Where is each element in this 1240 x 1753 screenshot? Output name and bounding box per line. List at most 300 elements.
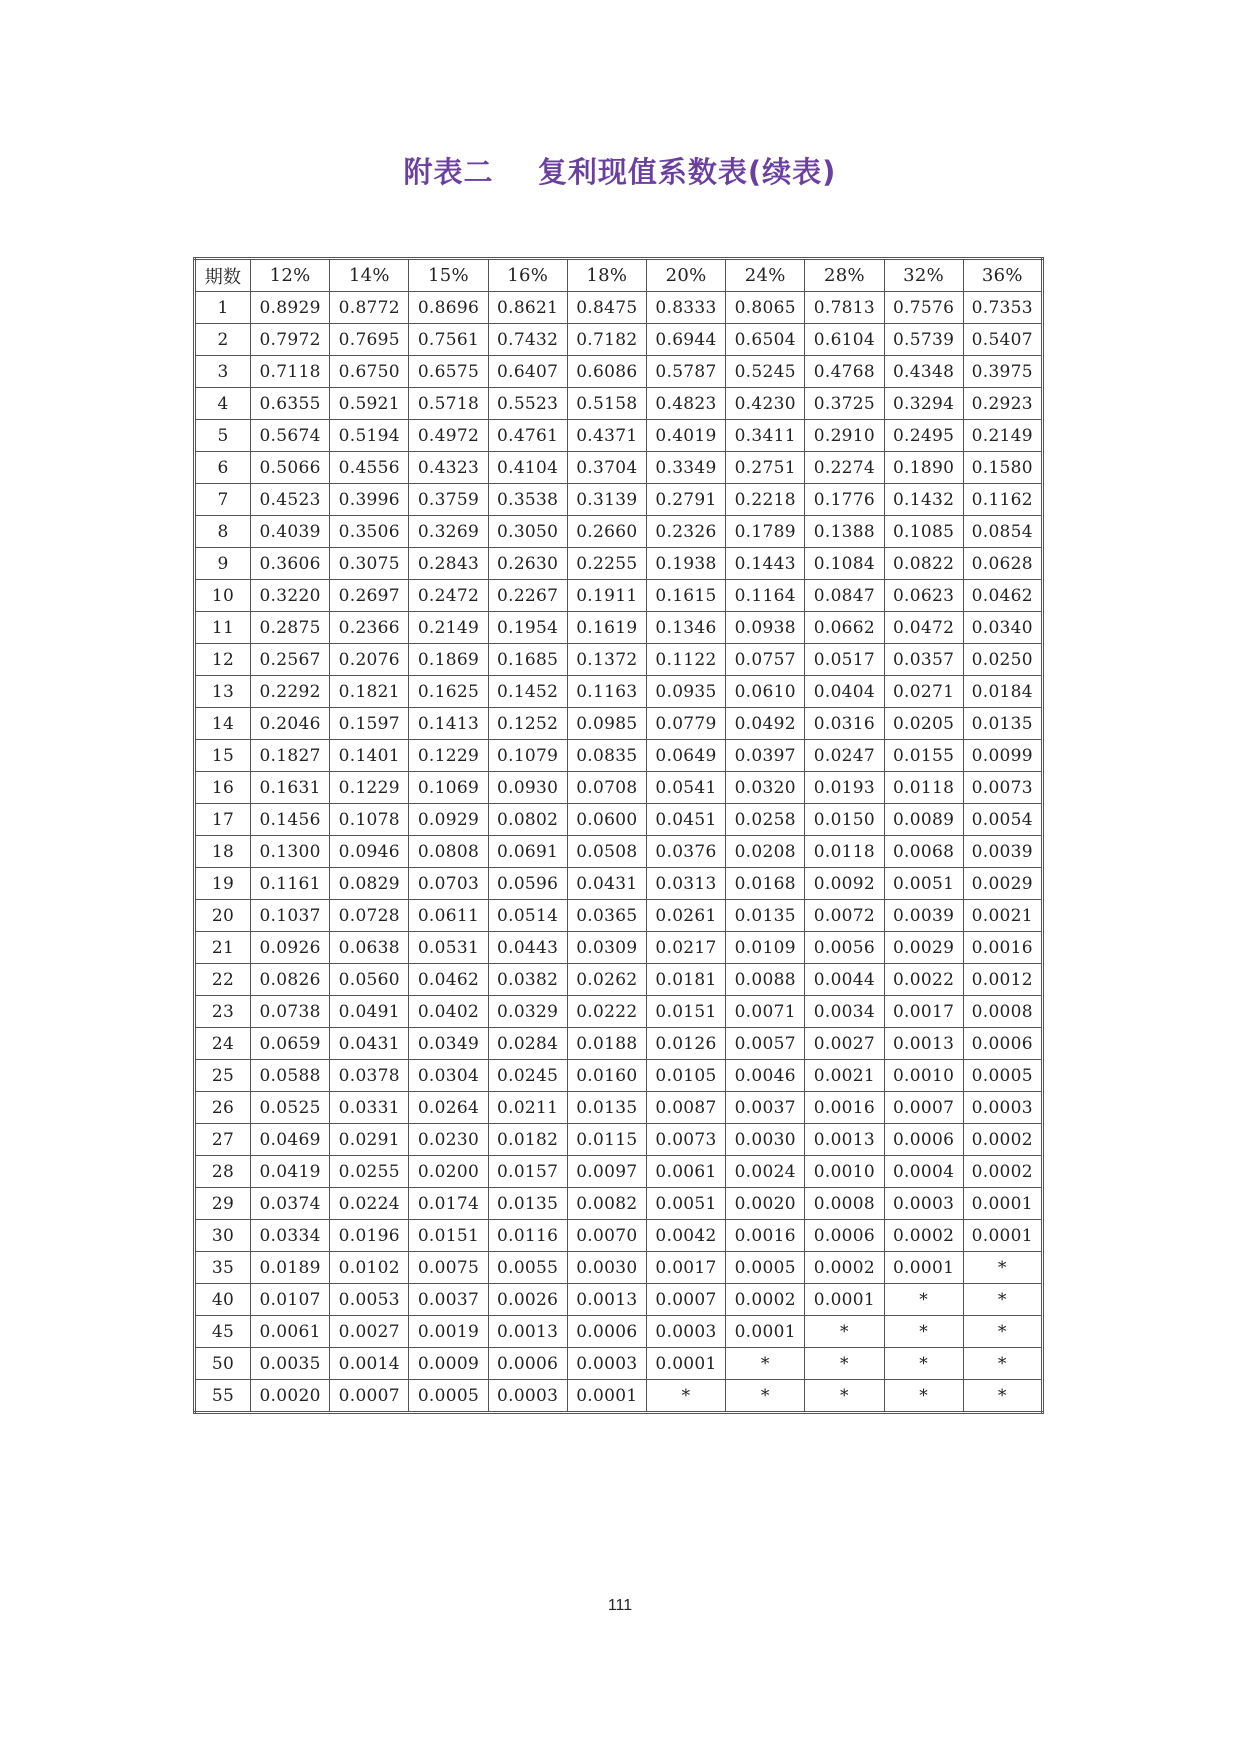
factor-cell: 0.4230 [726, 388, 805, 420]
table-row [195, 708, 1043, 740]
factor-cell: 0.5921 [330, 388, 409, 420]
factor-cell: 0.0005 [963, 1060, 1042, 1092]
table-row [195, 1060, 1043, 1092]
factor-cell: 0.3139 [567, 484, 646, 516]
factor-cell: 0.2292 [251, 676, 330, 708]
period-cell: 9 [195, 548, 251, 580]
table-row [195, 1220, 1043, 1252]
factor-cell: 0.1037 [251, 900, 330, 932]
factor-cell: 0.0189 [251, 1252, 330, 1284]
factor-cell: 0.3349 [646, 452, 725, 484]
factor-cell: 0.1069 [409, 772, 488, 804]
factor-cell: 0.0001 [646, 1348, 725, 1380]
table-row [195, 1380, 1043, 1413]
factor-cell: 0.1401 [330, 740, 409, 772]
table-row [195, 1188, 1043, 1220]
factor-cell: 0.3294 [884, 388, 963, 420]
table-row [195, 1028, 1043, 1060]
factor-cell: 0.0099 [963, 740, 1042, 772]
period-cell: 13 [195, 676, 251, 708]
table-row [195, 1348, 1043, 1380]
factor-cell: 0.1346 [646, 612, 725, 644]
factor-cell: 0.2751 [726, 452, 805, 484]
table-row [195, 1092, 1043, 1124]
period-cell: 35 [195, 1252, 251, 1284]
factor-cell: 0.0211 [488, 1092, 567, 1124]
factor-cell: 0.4348 [884, 356, 963, 388]
factor-cell: 0.4768 [805, 356, 884, 388]
factor-cell: 0.0174 [409, 1188, 488, 1220]
factor-cell: 0.1161 [251, 868, 330, 900]
factor-cell: 0.7432 [488, 324, 567, 356]
factor-cell: 0.3996 [330, 484, 409, 516]
factor-cell: 0.1164 [726, 580, 805, 612]
factor-cell: 0.5674 [251, 420, 330, 452]
factor-cell: 0.7118 [251, 356, 330, 388]
factor-cell: 0.0070 [567, 1220, 646, 1252]
factor-cell: 0.0005 [409, 1380, 488, 1413]
factor-cell: 0.0514 [488, 900, 567, 932]
factor-cell: 0.0985 [567, 708, 646, 740]
factor-cell: 0.5787 [646, 356, 725, 388]
table-row [195, 516, 1043, 548]
factor-cell: 0.0847 [805, 580, 884, 612]
factor-cell: 0.5718 [409, 388, 488, 420]
factor-cell: 0.8929 [251, 292, 330, 324]
factor-cell: 0.0073 [646, 1124, 725, 1156]
factor-cell: 0.0026 [488, 1284, 567, 1316]
factor-cell: 0.0135 [726, 900, 805, 932]
table-row [195, 1284, 1043, 1316]
factor-cell: 0.0826 [251, 964, 330, 996]
table-row [195, 548, 1043, 580]
factor-cell: 0.0230 [409, 1124, 488, 1156]
factor-cell: 0.0431 [330, 1028, 409, 1060]
factor-cell: 0.0151 [646, 996, 725, 1028]
header-rate: 14% [330, 259, 409, 292]
factor-cell: 0.1938 [646, 548, 725, 580]
factor-cell: 0.0118 [805, 836, 884, 868]
factor-cell: 0.0451 [646, 804, 725, 836]
period-cell: 5 [195, 420, 251, 452]
factor-cell: 0.0008 [963, 996, 1042, 1028]
factor-cell: 0.4323 [409, 452, 488, 484]
factor-cell: 0.5066 [251, 452, 330, 484]
factor-cell: 0.3411 [726, 420, 805, 452]
factor-cell: 0.0005 [726, 1252, 805, 1284]
period-cell: 3 [195, 356, 251, 388]
table-row [195, 772, 1043, 804]
period-cell: 45 [195, 1316, 251, 1348]
factor-cell: 0.2149 [963, 420, 1042, 452]
factor-cell: 0.2791 [646, 484, 725, 516]
factor-cell: 0.7695 [330, 324, 409, 356]
factor-cell: 0.6407 [488, 356, 567, 388]
factor-cell: 0.0365 [567, 900, 646, 932]
factor-cell: 0.0313 [646, 868, 725, 900]
factor-cell: 0.0320 [726, 772, 805, 804]
factor-cell: 0.1300 [251, 836, 330, 868]
factor-cell: 0.7182 [567, 324, 646, 356]
factor-cell: 0.0184 [963, 676, 1042, 708]
factor-cell: 0.0016 [726, 1220, 805, 1252]
factor-cell: 0.0469 [251, 1124, 330, 1156]
factor-cell: 0.0072 [805, 900, 884, 932]
factor-cell: 0.0035 [251, 1348, 330, 1380]
factor-cell: 0.0135 [963, 708, 1042, 740]
table-row [195, 612, 1043, 644]
factor-cell: 0.0560 [330, 964, 409, 996]
factor-cell: 0.0150 [805, 804, 884, 836]
factor-cell: 0.2267 [488, 580, 567, 612]
factor-cell: 0.0056 [805, 932, 884, 964]
factor-cell: 0.1078 [330, 804, 409, 836]
header-rate: 32% [884, 259, 963, 292]
factor-cell: 0.1954 [488, 612, 567, 644]
factor-cell: 0.3759 [409, 484, 488, 516]
factor-cell: 0.0938 [726, 612, 805, 644]
factor-cell: 0.0003 [567, 1348, 646, 1380]
header-rate: 36% [963, 259, 1042, 292]
factor-cell: 0.0738 [251, 996, 330, 1028]
factor-cell: 0.0006 [884, 1124, 963, 1156]
factor-cell: 0.0160 [567, 1060, 646, 1092]
factor-cell: 0.0020 [726, 1188, 805, 1220]
factor-cell: * [963, 1252, 1042, 1284]
factor-cell: 0.3050 [488, 516, 567, 548]
factor-cell: 0.0349 [409, 1028, 488, 1060]
period-cell: 50 [195, 1348, 251, 1380]
factor-cell: 0.1869 [409, 644, 488, 676]
factor-cell: 0.1776 [805, 484, 884, 516]
factor-cell: 0.0118 [884, 772, 963, 804]
factor-cell: 0.0217 [646, 932, 725, 964]
factor-cell: 0.0588 [251, 1060, 330, 1092]
factor-cell: 0.8696 [409, 292, 488, 324]
period-cell: 1 [195, 292, 251, 324]
factor-cell: 0.0271 [884, 676, 963, 708]
period-cell: 21 [195, 932, 251, 964]
factor-cell: 0.0003 [646, 1316, 725, 1348]
factor-cell: 0.1619 [567, 612, 646, 644]
factor-cell: 0.0002 [726, 1284, 805, 1316]
factor-cell: * [963, 1316, 1042, 1348]
factor-cell: 0.0075 [409, 1252, 488, 1284]
factor-cell: 0.0304 [409, 1060, 488, 1092]
period-cell: 14 [195, 708, 251, 740]
factor-cell: 0.0151 [409, 1220, 488, 1252]
factor-cell: 0.0002 [884, 1220, 963, 1252]
factor-cell: 0.0034 [805, 996, 884, 1028]
header-rate: 28% [805, 259, 884, 292]
factor-cell: 0.2046 [251, 708, 330, 740]
table-row [195, 484, 1043, 516]
factor-cell: 0.0284 [488, 1028, 567, 1060]
factor-cell: 0.0109 [726, 932, 805, 964]
factor-cell: 0.0001 [726, 1316, 805, 1348]
factor-cell: * [805, 1316, 884, 1348]
factor-cell: 0.0012 [963, 964, 1042, 996]
factor-cell: 0.0019 [409, 1316, 488, 1348]
factor-cell: 0.0262 [567, 964, 646, 996]
factor-cell: 0.3075 [330, 548, 409, 580]
factor-cell: 0.5523 [488, 388, 567, 420]
factor-cell: 0.0017 [646, 1252, 725, 1284]
factor-cell: 0.0014 [330, 1348, 409, 1380]
factor-cell: 0.0508 [567, 836, 646, 868]
factor-cell: 0.3606 [251, 548, 330, 580]
factor-cell: 0.3506 [330, 516, 409, 548]
table-header-row [195, 259, 1043, 292]
factor-cell: 0.0205 [884, 708, 963, 740]
page-title: 附表二 复利现值系数表(续表) [403, 155, 837, 189]
factor-cell: 0.0703 [409, 868, 488, 900]
factor-cell: 0.1911 [567, 580, 646, 612]
factor-cell: 0.4104 [488, 452, 567, 484]
header-rate: 15% [409, 259, 488, 292]
factor-cell: 0.2697 [330, 580, 409, 612]
factor-cell: 0.0155 [884, 740, 963, 772]
table-row [195, 388, 1043, 420]
factor-cell: 0.0340 [963, 612, 1042, 644]
table-row [195, 452, 1043, 484]
factor-cell: * [884, 1284, 963, 1316]
factor-cell: 0.0261 [646, 900, 725, 932]
factor-cell: 0.0492 [726, 708, 805, 740]
factor-cell: 0.0087 [646, 1092, 725, 1124]
factor-cell: * [805, 1380, 884, 1413]
factor-cell: 0.3725 [805, 388, 884, 420]
factor-cell: 0.1229 [330, 772, 409, 804]
period-cell: 55 [195, 1380, 251, 1413]
factor-cell: 0.1580 [963, 452, 1042, 484]
factor-cell: 0.0935 [646, 676, 725, 708]
factor-cell: 0.0013 [805, 1124, 884, 1156]
table-row [195, 292, 1043, 324]
factor-cell: 0.0051 [884, 868, 963, 900]
factor-cell: * [805, 1348, 884, 1380]
factor-cell: 0.0001 [567, 1380, 646, 1413]
factor-cell: 0.0404 [805, 676, 884, 708]
factor-cell: 0.0020 [251, 1380, 330, 1413]
factor-cell: 0.1821 [330, 676, 409, 708]
factor-cell: 0.4761 [488, 420, 567, 452]
factor-cell: 0.0541 [646, 772, 725, 804]
factor-cell: 0.0208 [726, 836, 805, 868]
table-row [195, 324, 1043, 356]
factor-cell: 0.0126 [646, 1028, 725, 1060]
factor-cell: 0.0245 [488, 1060, 567, 1092]
period-cell: 7 [195, 484, 251, 516]
factor-cell: 0.0039 [963, 836, 1042, 868]
period-cell: 19 [195, 868, 251, 900]
period-cell: 25 [195, 1060, 251, 1092]
period-cell: 6 [195, 452, 251, 484]
factor-cell: 0.0057 [726, 1028, 805, 1060]
factor-cell: 0.0002 [805, 1252, 884, 1284]
table-row [195, 996, 1043, 1028]
factor-cell: 0.2567 [251, 644, 330, 676]
header-period: 期数 [195, 259, 251, 292]
factor-cell: 0.0010 [805, 1156, 884, 1188]
factor-cell: 0.0001 [963, 1220, 1042, 1252]
table-row [195, 580, 1043, 612]
factor-cell: 0.0006 [488, 1348, 567, 1380]
factor-cell: 0.0027 [330, 1316, 409, 1348]
table-row [195, 1316, 1043, 1348]
factor-cell: 0.0779 [646, 708, 725, 740]
factor-cell: 0.5245 [726, 356, 805, 388]
period-cell: 30 [195, 1220, 251, 1252]
factor-cell: 0.0051 [646, 1188, 725, 1220]
factor-cell: 0.2326 [646, 516, 725, 548]
factor-cell: 0.0193 [805, 772, 884, 804]
factor-cell: 0.2076 [330, 644, 409, 676]
factor-cell: 0.0462 [409, 964, 488, 996]
factor-cell: 0.0600 [567, 804, 646, 836]
factor-cell: 0.3220 [251, 580, 330, 612]
factor-cell: 0.1388 [805, 516, 884, 548]
period-cell: 16 [195, 772, 251, 804]
factor-cell: 0.6575 [409, 356, 488, 388]
factor-cell: 0.0472 [884, 612, 963, 644]
factor-cell: * [726, 1348, 805, 1380]
period-cell: 26 [195, 1092, 251, 1124]
factor-cell: 0.0610 [726, 676, 805, 708]
factor-cell: 0.7561 [409, 324, 488, 356]
factor-cell: 0.2923 [963, 388, 1042, 420]
factor-cell: 0.2149 [409, 612, 488, 644]
factor-cell: 0.0010 [884, 1060, 963, 1092]
factor-cell: 0.0042 [646, 1220, 725, 1252]
factor-cell: 0.0013 [488, 1316, 567, 1348]
factor-cell: 0.0822 [884, 548, 963, 580]
factor-cell: 0.0188 [567, 1028, 646, 1060]
factor-cell: 0.8475 [567, 292, 646, 324]
period-cell: 12 [195, 644, 251, 676]
period-cell: 2 [195, 324, 251, 356]
factor-cell: 0.2218 [726, 484, 805, 516]
factor-cell: 0.0013 [884, 1028, 963, 1060]
factor-cell: 0.0105 [646, 1060, 725, 1092]
factor-cell: 0.2366 [330, 612, 409, 644]
factor-cell: 0.6750 [330, 356, 409, 388]
factor-cell: * [963, 1380, 1042, 1413]
factor-cell: 0.0002 [963, 1124, 1042, 1156]
factor-cell: 0.0009 [409, 1348, 488, 1380]
factor-cell: 0.5407 [963, 324, 1042, 356]
factor-cell: 0.0061 [646, 1156, 725, 1188]
factor-cell: 0.0835 [567, 740, 646, 772]
factor-cell: 0.0168 [726, 868, 805, 900]
factor-cell: 0.0691 [488, 836, 567, 868]
header-rate: 20% [646, 259, 725, 292]
factor-cell: 0.1372 [567, 644, 646, 676]
factor-cell: 0.0007 [646, 1284, 725, 1316]
factor-cell: 0.0757 [726, 644, 805, 676]
factor-cell: 0.0309 [567, 932, 646, 964]
factor-cell: 0.4371 [567, 420, 646, 452]
factor-cell: 0.0854 [963, 516, 1042, 548]
factor-cell: 0.0662 [805, 612, 884, 644]
factor-cell: * [884, 1348, 963, 1380]
factor-cell: 0.0638 [330, 932, 409, 964]
factor-cell: 0.1432 [884, 484, 963, 516]
factor-cell: 0.2255 [567, 548, 646, 580]
factor-cell: 0.0517 [805, 644, 884, 676]
factor-cell: 0.0006 [567, 1316, 646, 1348]
factor-cell: 0.2910 [805, 420, 884, 452]
factor-cell: 0.0316 [805, 708, 884, 740]
factor-cell: 0.1163 [567, 676, 646, 708]
factor-cell: 0.1122 [646, 644, 725, 676]
factor-cell: 0.1229 [409, 740, 488, 772]
factor-cell: 0.6944 [646, 324, 725, 356]
factor-cell: 0.2875 [251, 612, 330, 644]
factor-cell: 0.5194 [330, 420, 409, 452]
factor-cell: 0.0382 [488, 964, 567, 996]
period-cell: 17 [195, 804, 251, 836]
factor-cell: 0.0007 [330, 1380, 409, 1413]
factor-cell: 0.6086 [567, 356, 646, 388]
factor-cell: 0.0222 [567, 996, 646, 1028]
factor-cell: 0.0004 [884, 1156, 963, 1188]
factor-cell: 0.2843 [409, 548, 488, 580]
factor-cell: 0.0046 [726, 1060, 805, 1092]
factor-cell: 0.0443 [488, 932, 567, 964]
header-rate: 12% [251, 259, 330, 292]
factor-cell: 0.8065 [726, 292, 805, 324]
factor-cell: 0.0116 [488, 1220, 567, 1252]
factor-cell: 0.4823 [646, 388, 725, 420]
factor-cell: 0.0334 [251, 1220, 330, 1252]
factor-cell: 0.0829 [330, 868, 409, 900]
factor-cell: 0.1625 [409, 676, 488, 708]
factor-cell: 0.1597 [330, 708, 409, 740]
factor-cell: 0.0419 [251, 1156, 330, 1188]
factor-cell: 0.5158 [567, 388, 646, 420]
factor-cell: 0.0029 [884, 932, 963, 964]
period-cell: 28 [195, 1156, 251, 1188]
factor-cell: 0.0102 [330, 1252, 409, 1284]
factor-cell: 0.0728 [330, 900, 409, 932]
factor-cell: 0.1084 [805, 548, 884, 580]
factor-cell: 0.0055 [488, 1252, 567, 1284]
factor-cell: 0.0003 [488, 1380, 567, 1413]
factor-cell: 0.0006 [963, 1028, 1042, 1060]
factor-cell: 0.0181 [646, 964, 725, 996]
factor-cell: * [963, 1284, 1042, 1316]
factor-cell: 0.1631 [251, 772, 330, 804]
factor-cell: 0.0157 [488, 1156, 567, 1188]
factor-cell: 0.1827 [251, 740, 330, 772]
factor-cell: 0.0623 [884, 580, 963, 612]
factor-cell: * [646, 1380, 725, 1413]
factor-cell: 0.6104 [805, 324, 884, 356]
table-row [195, 356, 1043, 388]
factor-cell: 0.2274 [805, 452, 884, 484]
factor-cell: 0.6355 [251, 388, 330, 420]
factor-cell: 0.0397 [726, 740, 805, 772]
factor-cell: 0.0021 [963, 900, 1042, 932]
factor-cell: 0.0329 [488, 996, 567, 1028]
header-rate: 18% [567, 259, 646, 292]
factor-cell: 0.4523 [251, 484, 330, 516]
table-row [195, 804, 1043, 836]
factor-cell: 0.1685 [488, 644, 567, 676]
factor-cell: 0.0525 [251, 1092, 330, 1124]
factor-cell: 0.1615 [646, 580, 725, 612]
